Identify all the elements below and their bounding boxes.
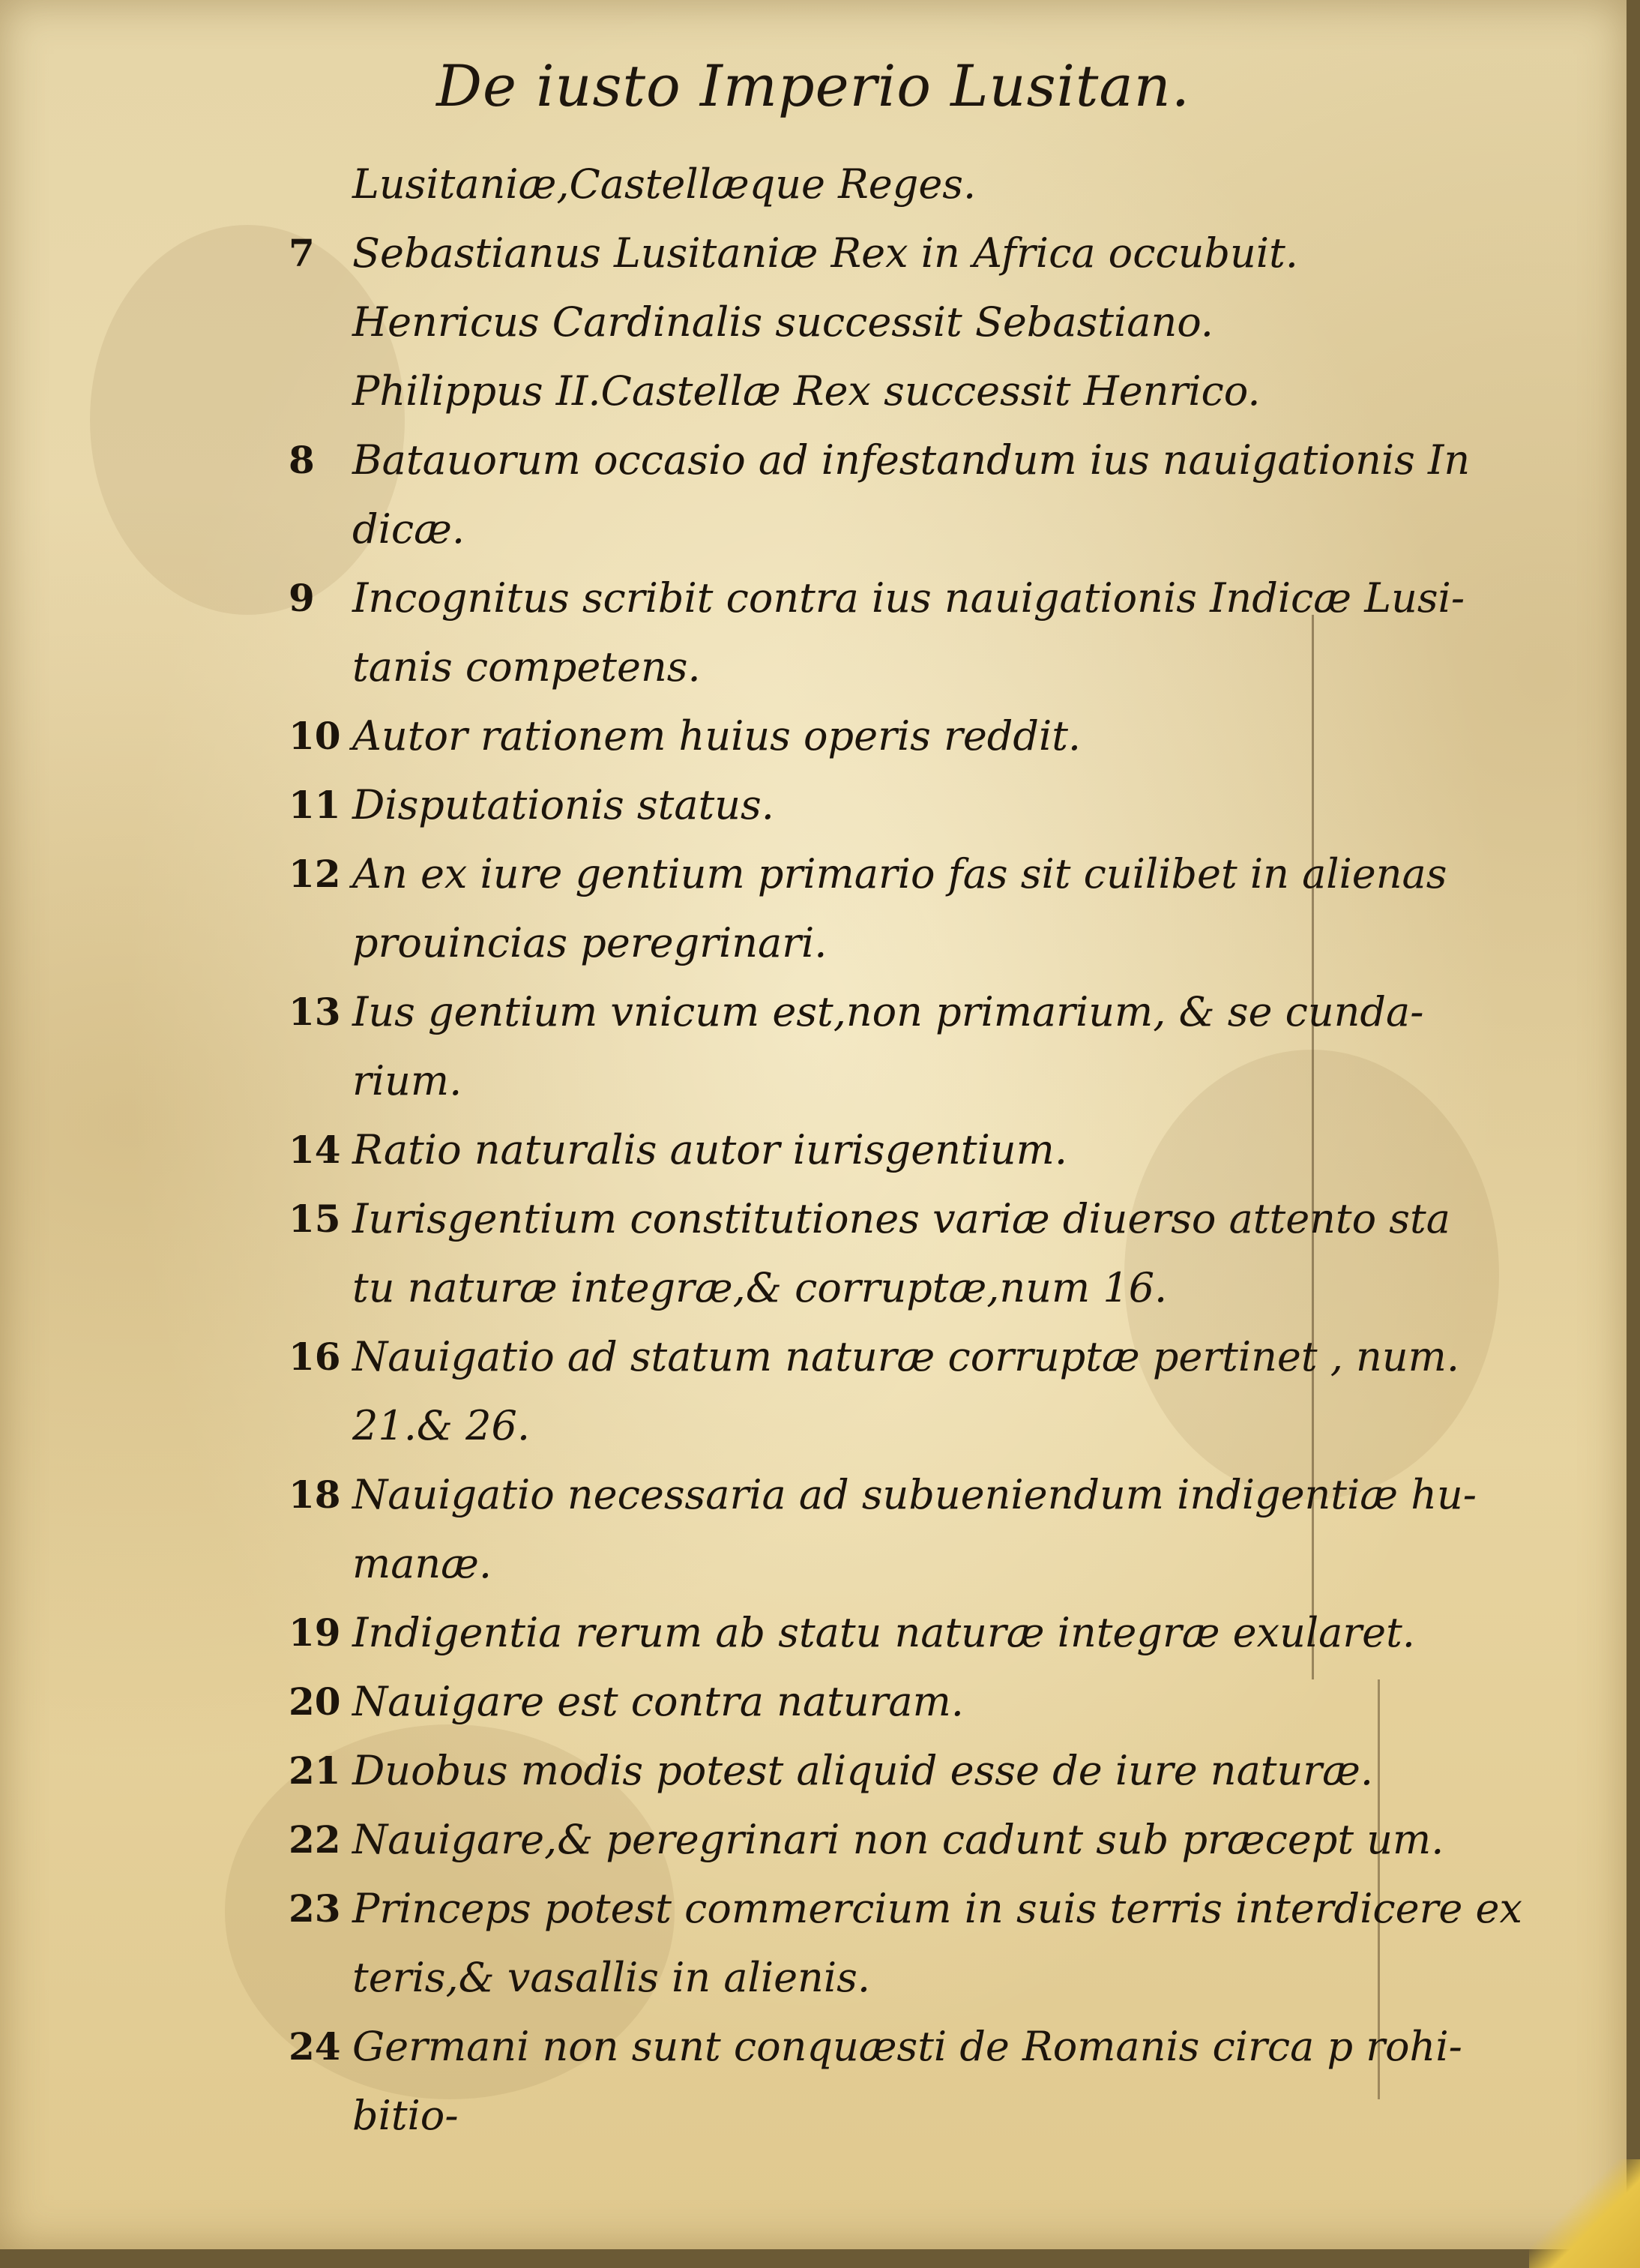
- entry-text: Duobus modis potest aliquid esse de iure naturæ.: [352, 1747, 1373, 1794]
- entry-number: 11: [289, 783, 341, 827]
- entry-text: Disputationis status.: [352, 781, 774, 828]
- entry-number: 12: [289, 852, 341, 896]
- entry-text: Ratio naturalis autor iurisgentium.: [352, 1126, 1068, 1173]
- entry-text: Henricus Cardinalis successit Sebastiano.: [352, 298, 1214, 346]
- entry-text: Germani non sunt conquæsti de Romanis circa p rohi-: [352, 2023, 1462, 2070]
- entry-number: 13: [289, 990, 341, 1034]
- entry-text: Princeps potest commercium in suis terris interdicere ex: [352, 1885, 1522, 1932]
- entry-text: Nauigare,& peregrinari non cadunt sub præcept um.: [352, 1816, 1444, 1863]
- entry-number: 22: [289, 1817, 341, 1862]
- entry-text: bitio-: [352, 2092, 459, 2139]
- entry-number: 7: [289, 231, 315, 275]
- entry-text: Nauigatio necessaria ad subueniendum indigentiæ hu-: [352, 1471, 1477, 1518]
- entry-number: 16: [289, 1335, 341, 1379]
- entry-text: tu naturæ integræ,& corruptæ,num 16.: [352, 1264, 1168, 1311]
- entry-text: Nauigatio ad statum naturæ corruptæ pertinet , num.: [352, 1333, 1459, 1380]
- entry-text: rium.: [352, 1057, 462, 1104]
- entry-text: Philippus II.Castellæ Rex successit Henrico.: [352, 367, 1261, 415]
- entry-number: 14: [289, 1128, 341, 1172]
- entry-text: manæ.: [352, 1540, 492, 1587]
- entry-number: 23: [289, 1886, 341, 1931]
- entry-number: 9: [289, 576, 315, 620]
- entry-number: 18: [289, 1473, 341, 1517]
- entry-text: Autor rationem huius operis reddit.: [352, 712, 1082, 759]
- entry-text: teris,& vasallis in alienis.: [352, 1954, 870, 2001]
- entry-text: Ius gentium vnicum est,non primarium, & se cunda-: [352, 988, 1424, 1035]
- entry-number: 19: [289, 1610, 341, 1655]
- entry-text: Incognitus scribit contra ius nauigationis Indicæ Lusi-: [352, 574, 1465, 622]
- entry-number: 20: [289, 1679, 341, 1724]
- entry-text: Indigentia rerum ab statu naturæ integræ exularet.: [352, 1609, 1415, 1656]
- entry-text: Iurisgentium constitutiones variæ diuerso attento sta: [352, 1195, 1450, 1242]
- entry-number: 15: [289, 1197, 341, 1241]
- entry-text: tanis competens.: [352, 643, 701, 691]
- entry-text: dicæ.: [352, 505, 465, 553]
- entry-text: Batauorum occasio ad infestandum ius nauigationis In: [352, 436, 1471, 484]
- entry-number: 10: [289, 714, 341, 758]
- page-edge: [1529, 2159, 1640, 2268]
- entry-number: 8: [289, 438, 315, 482]
- entry-text: prouincias peregrinari.: [352, 919, 827, 966]
- entry-text: Lusitaniæ,Castellæque Reges.: [352, 160, 977, 208]
- entry-text: Nauigare est contra naturam.: [352, 1678, 964, 1725]
- entry-text: Sebastianus Lusitaniæ Rex in Africa occubuit.: [352, 229, 1298, 277]
- entry-text: An ex iure gentium primario fas sit cuilibet in alienas: [352, 850, 1447, 897]
- running-head: De iusto Imperio Lusitan.: [436, 52, 1190, 119]
- entry-number: 24: [289, 2024, 341, 2069]
- entry-text: 21.& 26.: [352, 1402, 530, 1449]
- entry-number: 21: [289, 1748, 341, 1793]
